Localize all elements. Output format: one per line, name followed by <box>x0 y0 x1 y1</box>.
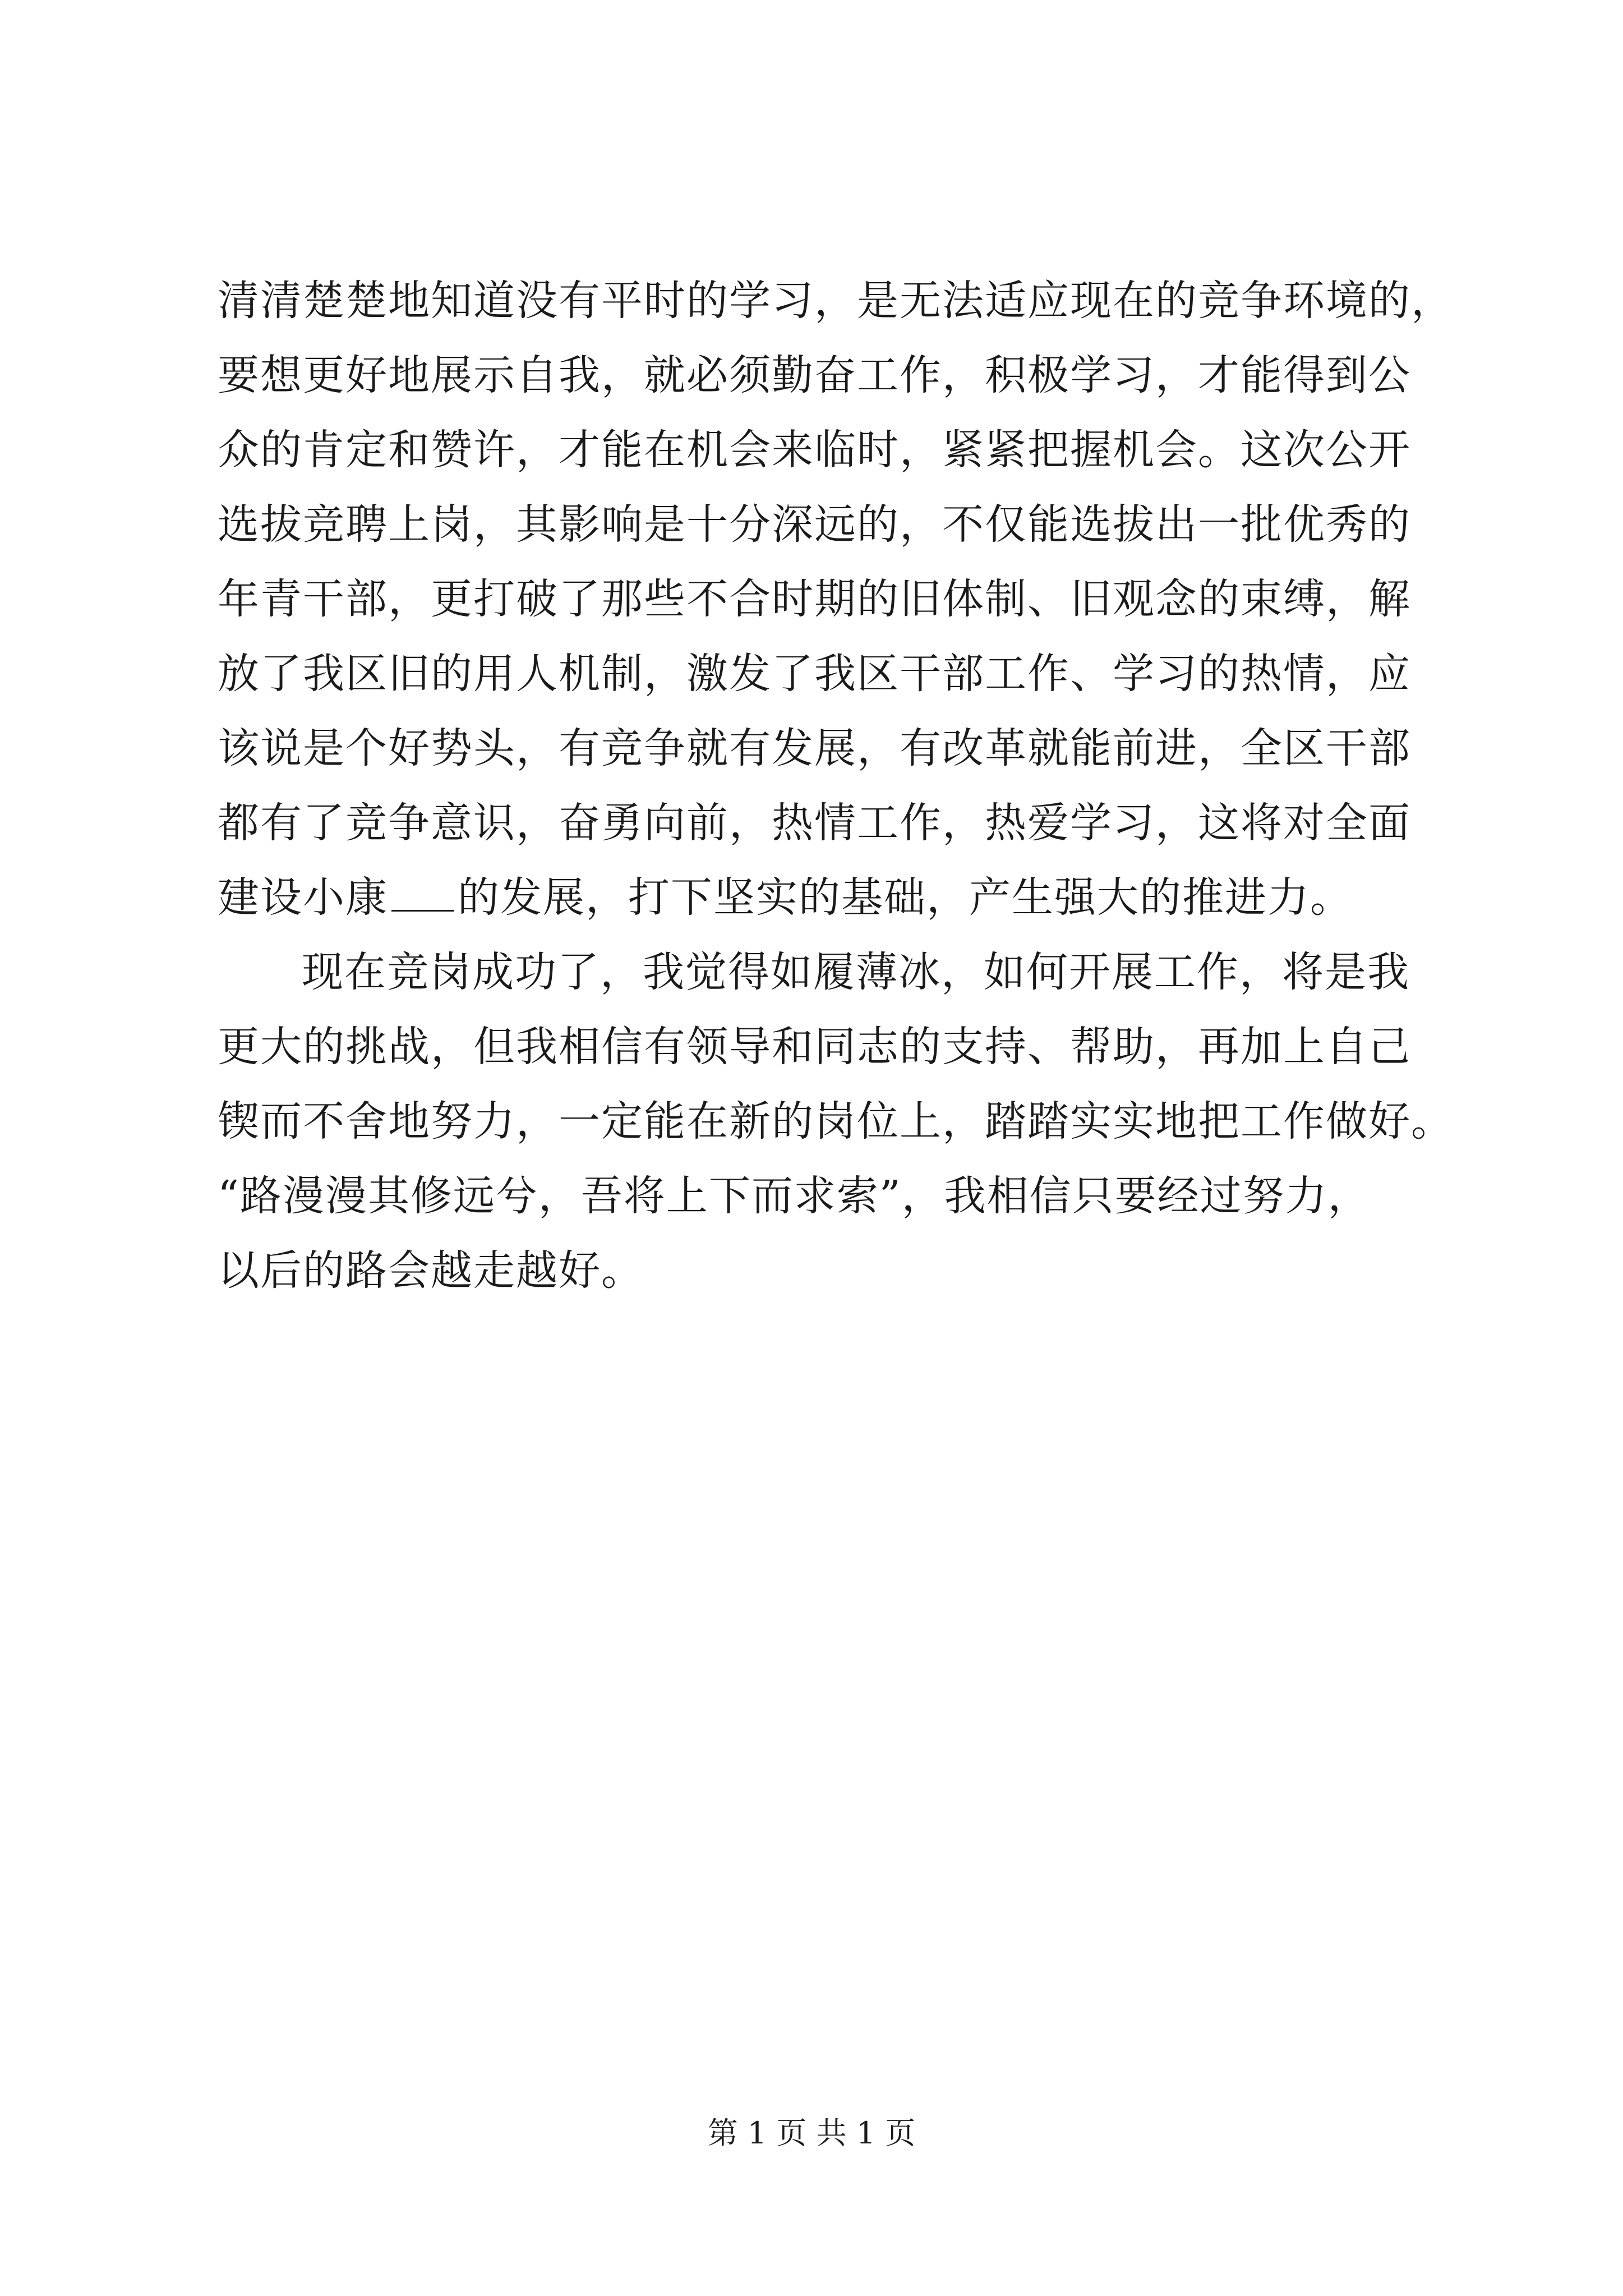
paragraph-line: 都有了竞争意识，奋勇向前，热情工作，热爱学习，这将对全面 <box>218 799 1411 847</box>
paragraph-2-first-line: 现在竞岗成功了，我觉得如履薄冰，如何开展工作，将是我 <box>302 948 1410 996</box>
paragraph-line: 以后的路会越走越好。 <box>218 1246 644 1295</box>
line-text-before-blank: 建设小康 <box>218 873 388 922</box>
paragraph-line: 年青干部，更打破了那些不合时期的旧体制、旧观念的束缚，解 <box>218 575 1411 623</box>
paragraph-line: 清清楚楚地知道没有平时的学习，是无法适应现在的竞争环境的， <box>218 277 1454 325</box>
paragraph-line: 放了我区旧的用人机制，激发了我区干部工作、学习的热情，应 <box>218 650 1411 698</box>
paragraph-line: 要想更好地展示自我，就必须勤奋工作，积极学习，才能得到公 <box>218 351 1411 399</box>
line-text-after-blank: 的发展，打下坚实的基础，产生强大的推进力。 <box>458 873 1353 922</box>
document-body <box>218 264 1485 1308</box>
paragraph-line: 更大的挑战，但我相信有领导和同志的支持、帮助，再加上自己 <box>218 1023 1411 1071</box>
paragraph-line-with-blank <box>218 861 1485 935</box>
page-number-footer: 第 1 页 共 1 页 <box>707 2115 916 2151</box>
paragraph-line: 锲而不舍地努力，一定能在新的岗位上，踏踏实实地把工作做好。 <box>218 1097 1454 1145</box>
fill-in-blank <box>391 876 454 912</box>
paragraph-line: “路漫漫其修远兮，吾将上下而求索”，我相信只要经过努力， <box>218 1172 1371 1220</box>
paragraph-line: 该说是个好势头，有竞争就有发展，有改革就能前进，全区干部 <box>218 724 1411 772</box>
paragraph-line: 选拔竞聘上岗，其影响是十分深远的，不仅能选拔出一批优秀的 <box>218 500 1411 549</box>
paragraph-line: 众的肯定和赞许，才能在机会来临时，紧紧把握机会。这次公开 <box>218 426 1411 474</box>
